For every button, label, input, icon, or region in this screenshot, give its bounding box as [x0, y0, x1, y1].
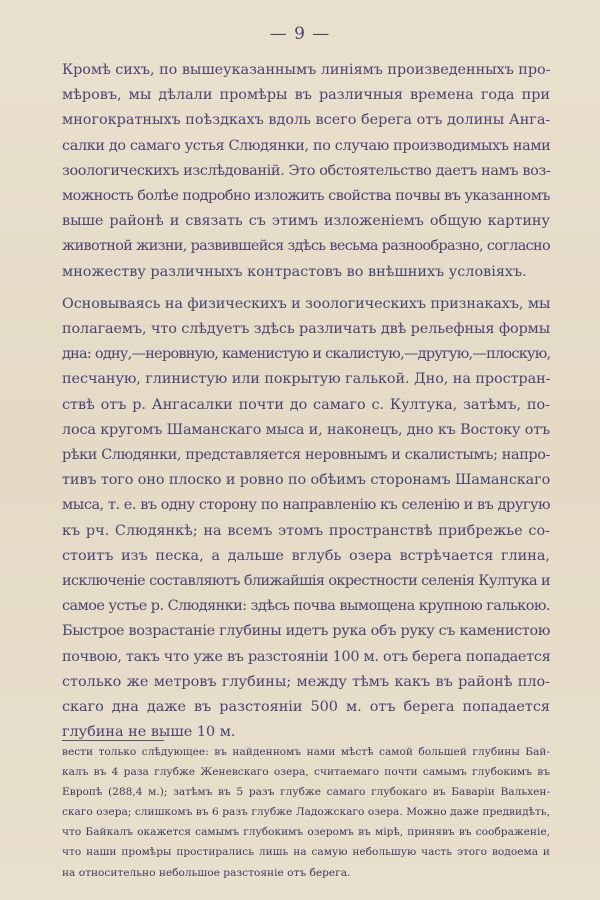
- text-line: множеству различныхъ контрастовъ во внѣшнихъ условіяхъ.: [62, 263, 527, 280]
- text-line: ствѣ отъ р. Ангасалки почти до самаго с. Култука, затѣмъ, по-: [62, 396, 550, 413]
- text-line: многократныхъ поѣздкахъ вдоль всего берега отъ долины Анга-: [62, 112, 551, 129]
- text-line: къ рч. Слюдянкѣ; на всемъ этомъ пространствѣ прибрежье со-: [62, 522, 550, 539]
- text-line: лоса кругомъ Шаманскаго мыса и, наконецъ, дно къ Востоку отъ: [62, 421, 550, 438]
- footnote-line: на относительно небольшое разстояніе отъ берега.: [62, 866, 351, 879]
- footnote-line: что наши промѣры простирались лишь на самую небольшую часть этого водоема и: [62, 846, 550, 859]
- footnote: [62, 742, 550, 883]
- text-line: исключеніе составляютъ ближайшія окрестности селенія Култука и: [62, 573, 550, 590]
- text-line: можность болѣе подробно изложить свойства почвы въ указанномъ: [62, 188, 551, 205]
- footnote-line: вести только слѣдующее: въ найденномъ нами мѣстѣ самой большей глубины Бай-: [62, 746, 550, 758]
- footnote-rule: [62, 740, 164, 741]
- paragraph-gap: [62, 285, 550, 292]
- text-line: мѣровъ, мы дѣлали промѣры въ различныя времена года при: [62, 87, 550, 104]
- footnote-line: что Байкалъ окажется самымъ глубокимъ озеромъ въ мірѣ, принявъ въ соображеніе,: [62, 826, 550, 839]
- text-line: мыса, т. е. въ одну сторону по направленію къ селенію и въ другую: [62, 497, 551, 514]
- text-line: полагаемъ, что слѣдуетъ здѣсь различать двѣ рельефныя формы: [62, 321, 551, 338]
- page-number: — 9 —: [269, 24, 331, 44]
- text-line: рѣки Слюдянки, представляется неровнымъ и скалистымъ; напро-: [62, 447, 550, 464]
- text-line: тивъ того оно плоско и ровно по обѣимъ сторонамъ Шаманскаго: [62, 472, 551, 489]
- body-text: [62, 58, 550, 745]
- text-line: Кромѣ сихъ, по вышеуказаннымъ линіямъ произведенныхъ про-: [62, 62, 551, 78]
- text-line: зоологическихъ изслѣдованій. Это обстоятельство даетъ намъ воз-: [62, 162, 551, 179]
- text-line: дна: одну,—неровную, каменистую и скалистую,—другую,—плоскую,: [62, 346, 551, 363]
- text-line: Основываясь на физическихъ и зоологическихъ признакахъ, мы: [62, 295, 551, 312]
- footnote-line: калъ въ 4 раза глубже Женевскаго озера, считаемаго почти самымъ глубокимъ въ: [62, 766, 550, 779]
- text-line: почвою, такъ что уже въ разстояніи 100 м. отъ берега попадается: [62, 648, 551, 665]
- text-line: столько же метровъ глубины; между тѣмъ какъ въ районѣ пло-: [62, 673, 550, 690]
- text-line: выше районѣ и связать съ этимъ изложеніемъ общую картину: [62, 213, 550, 230]
- text-line: песчаную, глинистую или покрытую галькой. Дно, на простран-: [62, 371, 551, 388]
- text-line: самое устье р. Слюдянки: здѣсь почва вымощена крупною галькою.: [62, 598, 550, 615]
- text-line: глубина не выше 10 м.: [62, 724, 236, 741]
- paragraph-2: [62, 292, 550, 746]
- paragraph-1: [62, 58, 550, 285]
- text-line: салки до самаго устья Слюдянки, по случаю производимыхъ нами: [62, 137, 551, 154]
- footnote-line: скаго озера; слишкомъ въ 6 разъ глубже Ладожскаго озера. Можно даже предвидѣть,: [62, 806, 550, 819]
- footnote-line: Европѣ (288,4 м.); затѣмъ въ 5 разъ глубже самаго глубокаго въ Баваріи Вальхен-: [62, 786, 550, 799]
- text-line: Быстрое возрастаніе глубины идетъ рука объ руку съ каменистою: [62, 623, 551, 640]
- text-line: скаго дна даже въ разстояніи 500 м. отъ берега попадается: [62, 699, 550, 716]
- text-line: стоитъ изъ песка, а дальше вглубь озера встрѣчается глина,: [62, 547, 550, 564]
- text-line: животной жизни, развившейся здѣсь весьма разнообразно, согласно: [62, 238, 550, 255]
